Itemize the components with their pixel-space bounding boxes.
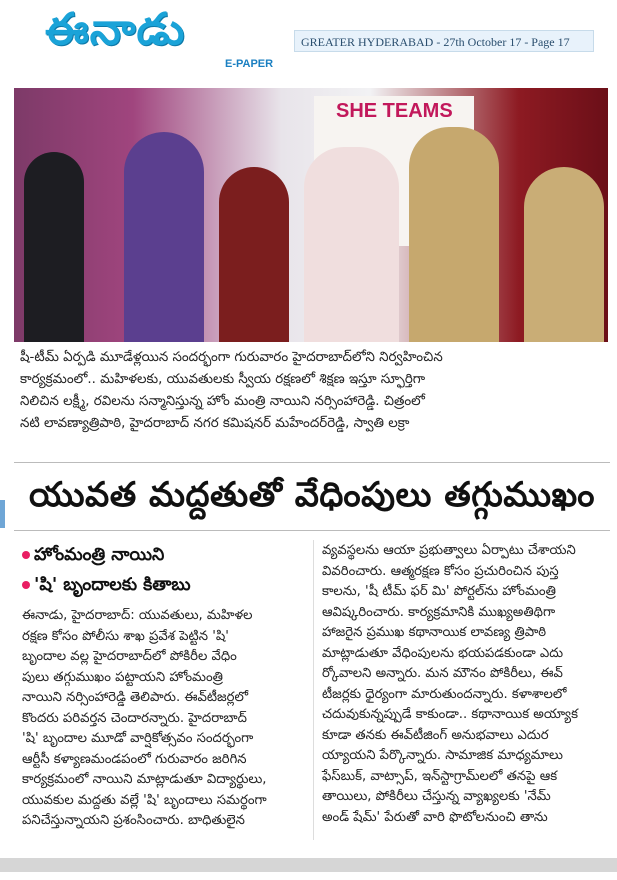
body-line: బృందాల వల్ల హైదరాబాద్‌లో పోకిరీల వేధిం [22, 649, 237, 664]
subhead-bullet [22, 540, 191, 570]
body-line: ఆర్టీసీ కళ్యాణమండపంలో గురువారం జరిగిన [22, 751, 247, 767]
body-line: టీజర్లకు ధైర్యంగా మారుతుందన్నారు. కళాశాలలో [322, 686, 567, 702]
body-line: కార్యక్రమంలో నాయిని మాట్లాడుతూ విద్యార్థులు, [22, 772, 267, 787]
body-line: తాయిలు, పోకిరీలు చేస్తున్న వ్యాఖ్యలకు 'నేమ్‌ [322, 789, 551, 804]
article-column-left [22, 606, 304, 832]
section-divider [14, 530, 610, 531]
person-figure [409, 127, 499, 342]
person-figure [304, 147, 399, 342]
caption-line: షీ-టీమ్‌ ఏర్పడి మూడేళ్లయిన సందర్భంగా గురువారం హైదరాబాద్‌లోని నిర్వహించిన [20, 350, 443, 365]
person-figure [219, 167, 289, 342]
body-line: కొందరు పరివర్తన చెందారన్నారు. హైదరాబాద్‌ [22, 710, 247, 726]
article-subheads [22, 540, 191, 600]
logo-wordmark: ఈనాడు [45, 4, 186, 55]
body-line: హాజరైన ప్రముఖ కథానాయిక లావణ్య త్రిపాఠి [322, 625, 547, 640]
body-line: చదువుకున్నప్పుడే కాకుండా.. కథానాయిక అయ్యాక [322, 707, 578, 722]
footer-bar [0, 858, 617, 872]
body-line: పులు తగ్గుముఖం పట్టాయని హోంమంత్రి [22, 669, 223, 685]
caption-line: కార్యక్రమంలో.. మహిళలకు, యువతులకు స్వీయ రక్షణలో శిక్షణ ఇస్తూ స్ఫూర్తిగా [20, 372, 426, 387]
body-line: పనిచేస్తున్నాయని ప్రశంసించారు. బాధితులైన [22, 813, 245, 828]
news-photo [14, 88, 608, 342]
side-marker [0, 500, 5, 528]
subhead-text: 'షి' బృందాలకు కితాబు [34, 575, 191, 595]
article-column-right [322, 541, 606, 828]
body-line: ర్కోవాలని అన్నారు. మన మౌనం పోకిరీలు, ఈవ్‌ [322, 666, 563, 681]
body-line: కూడా తనకు ఈవ్‌టీజింగ్‌ అనుభవాలు ఎదుర [322, 727, 549, 743]
photo-caption [20, 347, 600, 435]
bullet-dot [22, 551, 30, 559]
column-divider [313, 540, 314, 840]
body-line: రక్షణ కోసం పోలీసు శాఖ ప్రవేశ పెట్టిన 'షి' [22, 628, 229, 644]
masthead [0, 0, 617, 85]
body-line: 'షి' బృందాల మూడో వార్షికోత్సవం సందర్భంగా [22, 731, 254, 746]
photo-banner-text: SHE TEAMS [336, 100, 453, 122]
subhead-bullet [22, 570, 191, 600]
person-figure [524, 167, 604, 342]
body-line: వివరించారు. ఆత్మరక్షణ కోసం ప్రచురించిన పుస్త [322, 563, 559, 579]
body-line: యువకుల మద్దతు వల్లే 'షి' బృందాలు సమర్థంగా [22, 792, 267, 808]
caption-line: నటి లావణ్యాత్రిపాఠి, హైదరాబాద్‌ నగర కమిషనర్‌ మహేందర్‌రెడ్డి, స్వాతి లక్రా [20, 416, 410, 431]
person-figure [24, 152, 84, 342]
body-line: య్యాయని పేర్కొన్నారు. సామాజిక మాధ్యమాలు [322, 748, 563, 763]
body-line: ఈనాడు, హైదరాబాద్‌: యువతులు, మహిళల [22, 608, 253, 623]
body-line: నాయిని నర్సింహారెడ్డి తెలిపారు. ఈవ్‌టీజర్లలో [22, 690, 249, 705]
body-line: ఆవిష్కరించారు. కార్యక్రమానికి ముఖ్యఅతిథిగా [322, 604, 556, 620]
body-line: వ్యవస్థలను ఆయా ప్రభుత్వాలు ఏర్పాటు చేశాయని [322, 543, 576, 558]
eenadu-logo[interactable] [45, 4, 285, 74]
person-figure [124, 132, 204, 342]
edition-info: GREATER HYDERABAD - 27th October 17 - Page 17 [294, 30, 594, 52]
subhead-text: హోంమంత్రి నాయిని [34, 545, 165, 565]
bullet-dot [22, 581, 30, 589]
body-line: మాట్లాడుతూ వేధింపులను భయపడకుండా ఎదు [322, 645, 564, 661]
body-line: కాలను, 'షీ టీమ్‌ ఫర్‌ మి' పోర్టల్‌ను హోంమంత్రి [322, 584, 556, 599]
body-line: ఫేస్‌బుక్‌, వాట్సాప్‌, ఇన్‌స్టాగ్రామ్‌లలో తనపై ఆక [322, 768, 558, 784]
article-headline: యువత మద్దతుతో వేధింపులు తగ్గుముఖం [29, 475, 595, 515]
section-divider [14, 462, 610, 463]
body-line: అండ్‌ షేమ్‌' పేరుతో వారి ఫొటోలనుంచి తాను [322, 809, 548, 825]
caption-line: నిలిచిన లక్ష్మీ, రవిలను సన్మానిస్తున్న హోం మంత్రి నాయిని నర్సింహారెడ్డి. చిత్రంలో [20, 394, 425, 409]
logo-epaper-label: E-PAPER [225, 58, 274, 70]
